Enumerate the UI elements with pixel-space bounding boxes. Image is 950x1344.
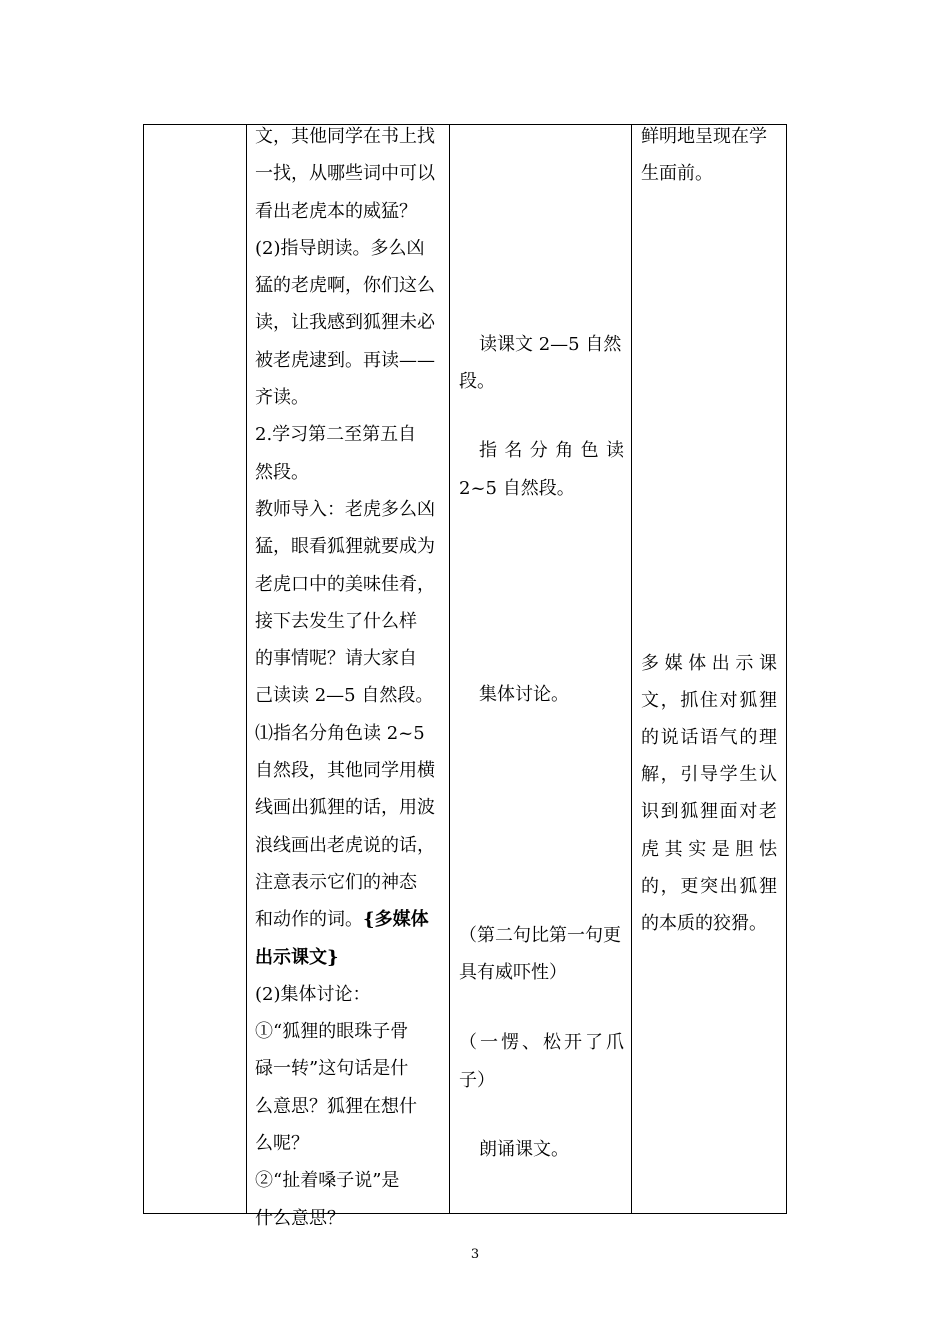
table-bottom-border: [143, 1213, 787, 1214]
text-line: 么呢？: [255, 1133, 309, 1155]
text-line: ⑴指名分角色读 2~5: [255, 722, 425, 744]
text-line: 自然段，其他同学用横: [255, 760, 435, 782]
text-line: 己读读 2—5 自然段。: [255, 685, 434, 707]
text-line: (2)指导朗读。多么凶: [255, 237, 425, 259]
text-line: 的，更突出狐狸: [641, 876, 777, 897]
table-border-right: [786, 124, 787, 1214]
text-line: 猛，眼看狐狸就要成为: [255, 536, 435, 558]
text-line: ②“扯着嗓子说”是: [255, 1170, 400, 1192]
text-line: 文，其他同学在书上找: [255, 126, 435, 147]
text-line: 碌一转”这句话是什: [255, 1058, 409, 1080]
text-line: 2~5 自然段。: [459, 478, 575, 499]
text-line: 解，引导学生认: [641, 764, 777, 785]
text-line: (2)集体讨论：: [255, 983, 371, 1005]
page-number: 3: [470, 1247, 480, 1262]
text-line: 的事情呢？请大家自: [255, 648, 417, 670]
text-line: 虎其实是胆怯: [641, 839, 777, 860]
text-line: 被老虎逮到。再读——: [255, 349, 435, 371]
multimedia-note: 出示课文}: [255, 946, 339, 968]
text-line: 教师导入：老虎多么凶: [255, 498, 435, 520]
table-divider-1: [246, 124, 247, 1214]
text-line: ①“狐狸的眼珠子骨: [255, 1021, 409, 1043]
text-line: 鲜明地呈现在学: [641, 126, 767, 147]
text-line: 猛的老虎啊，你们这么: [255, 275, 435, 297]
text-line: 朗诵课文。: [479, 1139, 569, 1160]
text-line: 么意思？狐狸在想什: [255, 1095, 417, 1117]
text-line: 多媒体出示课: [641, 653, 777, 674]
table-divider-2: [449, 124, 450, 1214]
text-line: 的本质的狡猾。: [641, 913, 767, 934]
text-line: （一愣、松开了爪: [459, 1032, 624, 1053]
text-line: 具有威吓性）: [459, 962, 567, 983]
table-divider-3: [631, 124, 632, 1214]
teaching-process-cell: [255, 118, 443, 1237]
table-border-left: [143, 124, 144, 1214]
text-line: 接下去发生了什么样: [255, 610, 417, 632]
text-line: 读课文 2—5 自然: [479, 334, 622, 355]
text-line: 子）: [459, 1070, 495, 1091]
text-line: 读，让我感到狐狸未必: [255, 312, 435, 334]
text-line: （第二句比第一句更: [459, 925, 621, 946]
text-line: 识到狐狸面对老: [641, 801, 777, 822]
text-line: 然段。: [255, 461, 309, 483]
text-line: 指名分角色读: [479, 440, 624, 461]
text-line: 文，抓住对狐狸: [641, 690, 777, 711]
text-line: 集体讨论。: [479, 684, 569, 705]
text-line: 浪线画出老虎说的话，: [255, 834, 435, 856]
text-segment: 和动作的词。: [255, 909, 363, 931]
text-line: 2.学习第二至第五自: [255, 424, 417, 446]
text-line: 老虎口中的美味佳肴，: [255, 573, 435, 595]
text-line: [255, 901, 443, 938]
text-line: 齐读。: [255, 387, 309, 409]
text-line: 生面前。: [641, 163, 713, 184]
text-line: 一找，从哪些词中可以: [255, 163, 435, 185]
text-line: 的说话语气的理: [641, 727, 777, 748]
text-line: 什么意思？: [255, 1207, 345, 1229]
text-line: 段。: [459, 371, 495, 392]
text-line: 线画出狐狸的话，用波: [255, 797, 435, 819]
text-line: 看出老虎本的威猛？: [255, 200, 417, 222]
text-line: 注意表示它们的神态: [255, 871, 417, 893]
multimedia-note: {多媒体: [363, 909, 429, 931]
